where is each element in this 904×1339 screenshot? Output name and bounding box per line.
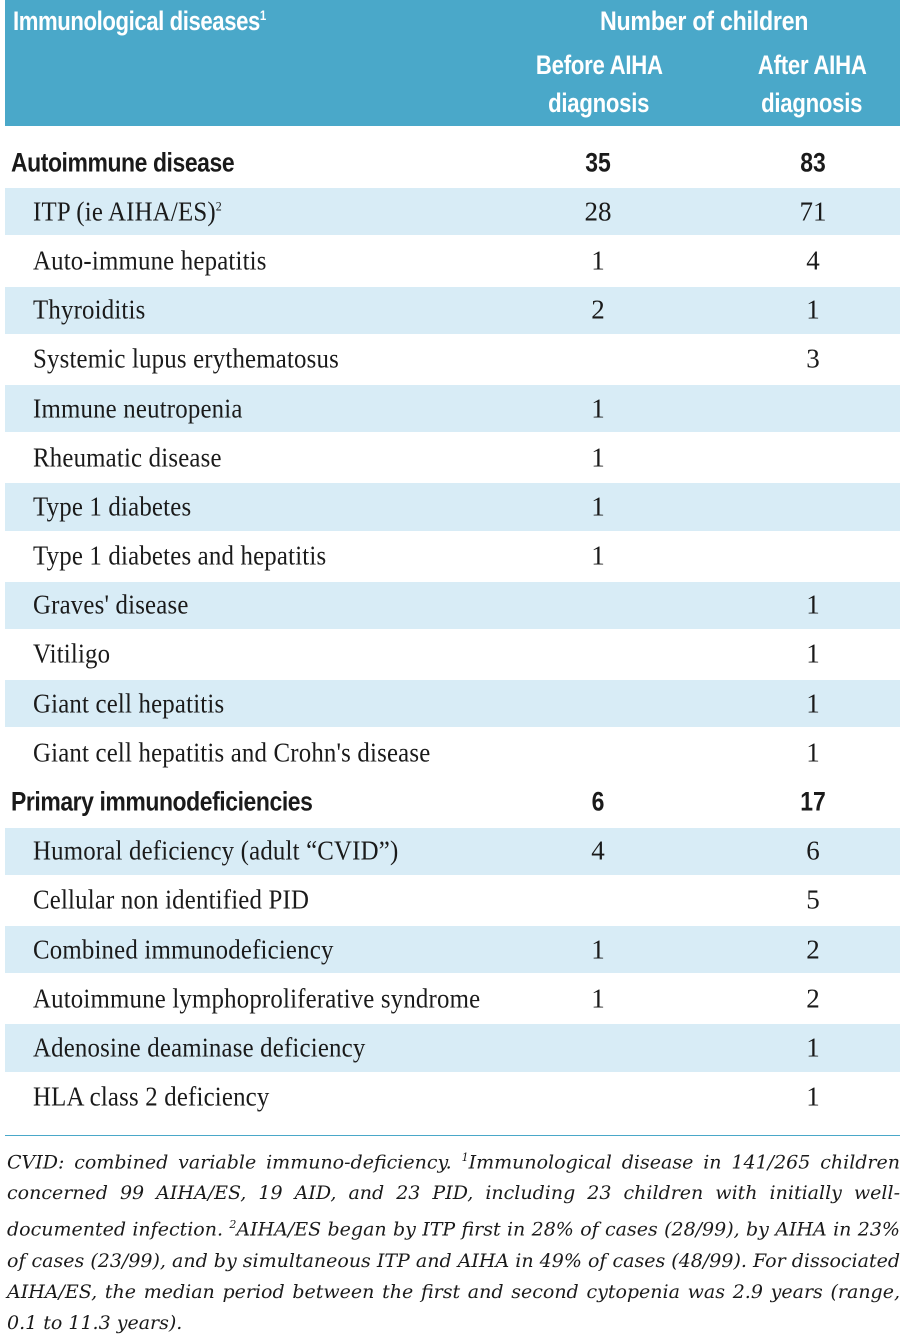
footnote-divider: [5, 1135, 900, 1136]
table-row: [5, 630, 900, 679]
after-aiha-value: 1: [806, 294, 820, 325]
section-row: [5, 777, 900, 826]
header-group-label: Number of children: [600, 6, 809, 36]
before-aiha-value: 4: [591, 835, 605, 866]
row-label: Graves' disease: [33, 589, 189, 620]
row-label: Type 1 diabetes and hepatitis: [33, 540, 327, 571]
row-label: Primary immunodeficiencies: [11, 786, 313, 817]
row-label: Type 1 diabetes: [33, 491, 192, 522]
row-label: Vitiligo: [33, 638, 111, 669]
row-label: Autoimmune lymphoproliferative syndrome: [33, 983, 481, 1014]
before-aiha-value: 1: [591, 442, 605, 473]
before-aiha-value: 28: [584, 196, 612, 227]
table-row: [5, 876, 900, 925]
table-row: [5, 1073, 900, 1122]
before-aiha-value: 1: [591, 983, 605, 1014]
after-aiha-value: 1: [806, 1032, 820, 1063]
row-label: ITP (ie AIHA/ES)$^2$: [33, 196, 222, 227]
after-aiha-value: 1: [806, 737, 820, 768]
after-aiha-value: 1: [806, 688, 820, 719]
row-label: Rheumatic disease: [33, 442, 222, 473]
after-aiha-value: 71: [799, 196, 827, 227]
after-aiha-value: 1: [806, 638, 820, 669]
table-row: [5, 187, 900, 236]
after-aiha-value: 6: [806, 835, 820, 866]
before-aiha-value: 6: [591, 786, 605, 817]
after-aiha-value: 1: [806, 1081, 820, 1112]
row-label: Humoral deficiency (adult “CVID”): [33, 835, 399, 866]
table-row: [5, 925, 900, 974]
header-title: Immunological diseases$^1$: [13, 6, 266, 36]
table-row: [5, 1023, 900, 1072]
before-aiha-value: 1: [591, 245, 605, 276]
before-aiha-value: 1: [591, 540, 605, 571]
table-row: [5, 728, 900, 777]
row-label: Auto-immune hepatitis: [33, 245, 267, 276]
before-aiha-value: 1: [591, 934, 605, 965]
row-label: HLA class 2 deficiency: [33, 1081, 270, 1112]
section-row: [5, 138, 900, 187]
after-aiha-value: 2: [806, 934, 820, 965]
table-row: [5, 679, 900, 728]
table-row: [5, 335, 900, 384]
table-row: [5, 236, 900, 285]
row-label: Immune neutropenia: [33, 393, 243, 424]
after-aiha-value: 3: [806, 343, 820, 374]
header-after-aiha: After AIHA diagnosis: [757, 50, 867, 118]
table-row: [5, 286, 900, 335]
row-label: Thyroiditis: [33, 294, 146, 325]
table-row: [5, 433, 900, 482]
table-row: [5, 482, 900, 531]
row-label: Giant cell hepatitis and Crohn's disease: [33, 737, 431, 768]
after-aiha-value: 83: [800, 147, 826, 178]
row-label: Cellular non identified PID: [33, 884, 310, 915]
after-aiha-value: 2: [806, 983, 820, 1014]
before-aiha-value: 1: [591, 491, 605, 522]
table-footnote: CVID: combined variable immuno-deficiency. $^1$Immunological disease in 141/265 children concerned 99 AIHA/ES, 19 AID, and 23 PID, including 23 children with initially well-documented infection. $^2$AIHA/ES began by ITP first in 28% of cases (28/99), by AIHA in 23% of cases (23/99), and by simultaneous ITP and AIHA in 49% of cases (48/99). For dissociated AIHA/ES, the median period between the first and second cytopenia was 2.9 years (range, 0.1 to 11.3 years).: [7, 1151, 900, 1334]
row-label: Autoimmune disease: [11, 147, 235, 178]
before-aiha-value: 1: [591, 393, 605, 424]
table-row: [5, 974, 900, 1023]
table-row: [5, 532, 900, 581]
header-before-aiha: Before AIHA diagnosis: [535, 50, 663, 118]
before-aiha-value: 2: [591, 294, 605, 325]
row-label: Adenosine deaminase deficiency: [33, 1032, 366, 1063]
after-aiha-value: 17: [800, 786, 826, 817]
table-row: [5, 384, 900, 433]
row-label: Combined immunodeficiency: [33, 934, 334, 965]
row-label: Systemic lupus erythematosus: [33, 343, 339, 374]
after-aiha-value: 4: [806, 245, 820, 276]
table-row: [5, 827, 900, 876]
table-header: [5, 0, 900, 126]
after-aiha-value: 5: [806, 884, 820, 915]
table-body: [5, 138, 900, 1122]
table-row: [5, 581, 900, 630]
after-aiha-value: 1: [806, 589, 820, 620]
before-aiha-value: 35: [585, 147, 611, 178]
row-label: Giant cell hepatitis: [33, 688, 225, 719]
table-figure: [5, 0, 900, 1334]
